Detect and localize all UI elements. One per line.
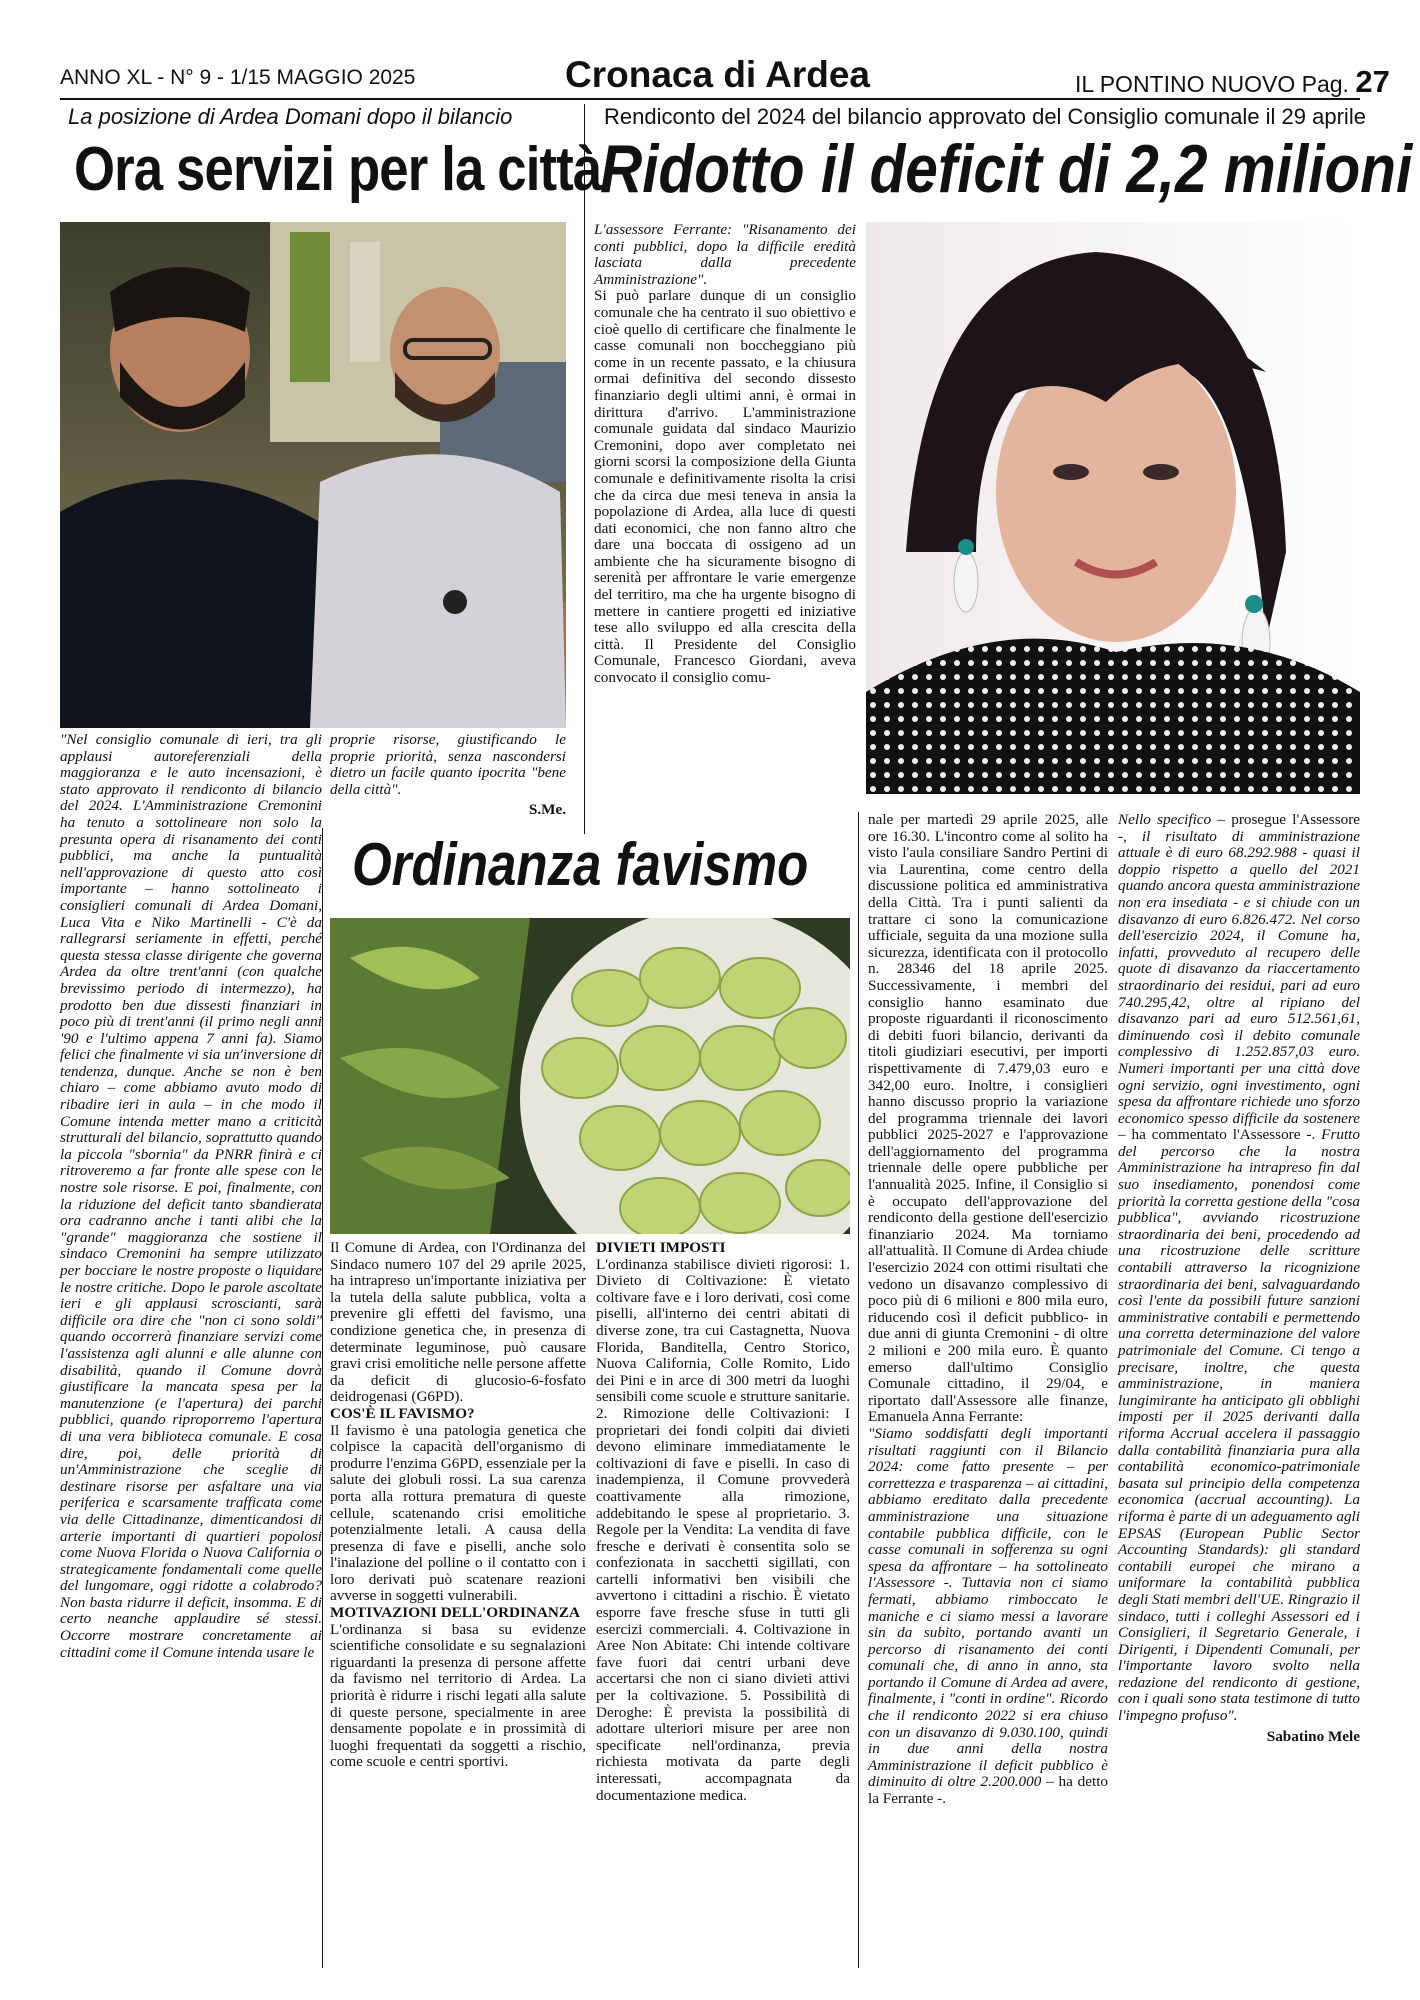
publication-name: IL PONTINO NUOVO Pag. — [1075, 71, 1349, 97]
favismo-col-1 — [330, 1240, 586, 1771]
favismo-headline: Ordinanza favismo — [352, 831, 809, 898]
divider-favismo-right — [858, 812, 859, 1968]
header-rule — [60, 98, 1360, 100]
page-number: 27 — [1355, 64, 1390, 99]
right-col-1-lead: L'assessore Ferrante: "Risanamento dei conti pubblici, dopo la difficile eredità lasciata dalla precedente Amministrazione". — [594, 221, 856, 288]
right-col-3 — [1118, 812, 1360, 1745]
photo-assessore — [866, 222, 1360, 794]
section-title: Cronaca di Ardea — [565, 54, 870, 95]
right-col-3-lead2: – prosegue l'Assessore -, — [1118, 811, 1360, 845]
right-col-2-body: nale per martedì 29 aprile 2025, alle ore 16.30. L'incontro come al solito ha visto l'aula consiliare Sandro Pertini di via Laurentina, come centro della discussione politica ed amministrativa della Città. Tra i punti salienti da trattare ci sono la comunicazione ufficiale, seguita da una mozione sulla sicurezza, identificata con il protocollo n. 28346 del 18 aprile 2025. Successivamente, i membri del consiglio hanno esaminato due proposte riguardanti il riconoscimento di debiti fuori bilancio, derivanti da titoli giudiziari esecutivi, per importi rispettivamente di 7.479,03 euro e 342,00 euro. Inoltre, i consiglieri hanno discusso proprio la variazione del programma triennale dei lavori pubblici 2025-2027 e l'approvazione dell'aggiornamento del programma triennale delle opere pubbliche per l'annualità 2025. Infine, il Consiglio si è occupato dell'approvazione del rendiconto della gestione dell'esercizio finanziario 2024. Ma torniamo all'attualità. Il Comune di Ardea chiude l'esercizio 2024 con ottimi risultati che vedono un disavanzo complessivo di poco più di 6 milioni e 800 mila euro, riducendo così il deficit pubblico- in due anni di giunta Cremonini - di oltre 2 milioni e 200 mila euro. È quanto emerso dall'ultimo Consiglio Comunale cittadino, il 29/04, e riportato dall'Assessore alle finanze, Emanuela Anna Ferrante: — [868, 811, 1108, 1426]
left-col-1 — [60, 732, 322, 1661]
favismo-col-1-p1: Il Comune di Ardea, con l'Ordinanza del Sindaco numero 107 del 29 aprile 2025, ha intrapreso un'importante iniziativa per la tutela della salute pubblica, volta a prevenire gli effetti del favismo, una condizione genetica che, in presenza di determinate leguminose, può causare gravi crisi emolitiche nelle persone affette da deficit di glucosio-6-fosfato deidrogenasi (G6PD). — [330, 1239, 586, 1406]
right-col-2 — [868, 812, 1108, 1808]
left-signature: S.Me. — [528, 801, 566, 819]
right-col-1 — [594, 222, 856, 687]
favismo-col-1-p3: L'ordinanza si basa su evidenze scientifiche consolidate e su segnalazioni riguardanti la presenza di persone affette da favismo nel territorio di Ardea. La priorità è ridurre i rischi legati alla salute di queste persone, specialmente in aree densamente popolate e in prossimità di luoghi frequentati da soggetti a rischio, come scuole e centri sportivi. — [330, 1620, 586, 1771]
left-col-1-text: "Nel consiglio comunale di ieri, tra gli applausi autoreferenziali della maggioranza e le auto incensazioni, è stato approvato il rendiconto di bilancio del 2024. L'Amministrazione Cremonini ha tenuto a sottolineare non solo la presunta opera di risanamento dei conti pubblici, ma anche la puntualità nell'approvazione di questo atto così importante – hanno sottolineato i consiglieri comunali di Ardea Domani, Luca Vita e Niko Martinelli - C'è da rallegrarsi seriamente in effetti, perché questa stessa classe dirigente che governa Ardea da oltre trent'anni (con qualche brevissimo periodo di intermezzo), ha prodotto ben due dissesti finanziari in poco più di trent'anni (il primo negli anni '90 e l'ultimo appena 7 anni fa). Siamo felici che finalmente vi sia un'inversione di tendenza, dunque. Anche se non è ben chiaro – come abbiamo avuto modo di ribadire ieri in aula – in che modo il Comune intenda metter mano a criticità strutturali del bilancio, soprattutto quando la piccola "sbornia" da PNRR finirà e ci ritroveremo a far fronte alle spese con le nostre sole risorse. E poi, finalmente, con la riduzione del deficit tanto sbandierata ora cadranno anche i tanti alibi che la "grande" maggioranza che sostiene il sindaco Cremonini ha sempre utilizzato per bocciare le nostre proposte o liquidare le nostre critiche. Dopo le parole ascoltate ieri e gli applausi scroscianti, sarà difficile ora dire che "non ci sono soldi" quando occorrerà finanziare servizi come l'assistenza agli alunni e alle alunne con disabilità, quando il Comune dovrà giustificare la mancata spesa per la manutenzione (e l'apertura) dei parchi pubblici, quando riproporremo l'apertura di una vera biblioteca comunale. E cosa dire, poi, delle priorità di un'Amministrazione che sceglie di destinare risorse per asfaltare una via periferica e scarsamente trafficata come via delle Cittadinanze, dimenticandosi di arterie importanti di quartieri popolosi come Nuova Florida o Nuova California o strategicamente fondamentali come quelle del lungomare, oggi ridotte a colabrodo? Non basta ridurre il deficit, insomma. E di certo neanche applaudire sé stessi. Occorre mostrare concretamente ai cittadini come il Comune intenda usare le — [60, 731, 322, 1661]
favismo-heading-cos: COS'È IL FAVISMO? — [330, 1404, 475, 1422]
divider-left-favismo — [322, 828, 323, 1968]
photo-fave — [330, 918, 850, 1234]
publication-page — [1075, 64, 1390, 100]
photo-consiglieri — [60, 222, 566, 728]
favismo-col-2 — [596, 1240, 850, 1804]
right-signature: Sabatino Mele — [1266, 1727, 1360, 1745]
left-kicker: La posizione di Ardea Domani dopo il bilancio — [68, 104, 513, 129]
right-col-3-lead: Nello specifico — [1118, 811, 1212, 828]
left-col-2 — [330, 732, 566, 819]
favismo-heading-divieti: DIVIETI IMPOSTI — [596, 1239, 726, 1256]
councillors-photo-image — [60, 222, 566, 728]
right-col-2-quote: "Siamo soddisfatti degli importanti risultati raggiunti con il Bilancio 2024: come fatto presente – per correttezza e trasparenza – ai cittadini, abbiamo ereditato dalla precedente amministrazione una situazione contabile pubblica difficile, con le casse comunali in sofferenza su ogni spesa da affrontare – ha sottolineato l'Assessore -. Tuttavia non ci siamo fermati, abbiamo rimboccato le maniche e ci siamo messi a lavorare sin da subito, portando avanti un percorso di risanamento dei conti comunali che, di anno in anno, sta portando il Comune di Ardea ad avere, finalmente, i "conti in ordine". Ricordo che il rendiconto 2022 si era chiuso con un disavanzo di 9.030.100, quindi in due anni della nostra Amministrazione il deficit pubblico è diminuito di oltre 2.200.000 — [868, 1424, 1108, 1791]
right-col-2-tail: – ha detto la Ferrante -. — [868, 1773, 1109, 1808]
right-col-3-body: il risultato di amministrazione attuale è di euro 68.292.988 - quasi il doppio rispetto a quello del 2021 quando ancora questa amministrazione non era insediata - e si chiude con un disavanzo di euro 6.826.472. Nel corso dell'esercizio 2024, il Comune ha, infatti, provveduto al recupero delle quote di disavanzo da riaccertamento straordinario dei residui, pari ad euro 740.295,42, oltre al ripiano del disavanzo pari ad euro 512.561,61, diminuendo così il debito comunale complessivo di 1.252.857,03 euro. Numeri importanti per una città dove ogni servizio, ogni investimento, ogni spesa da affrontare richiede uno sforzo economico spesso difficile da sostenere — [1118, 827, 1360, 1127]
right-kicker: Rendiconto del 2024 del bilancio approvato del Consiglio comunale il 29 aprile — [604, 104, 1366, 129]
favismo-col-2-p1: L'ordinanza stabilisce divieti rigorosi: 1. Divieto di Coltivazione: È vietato coltivare fave e i loro derivati, così come piselli, all'interno dei centri abitati di diverse zone, tra cui Castagnetta, Nuova Florida, Banditella, Centro Storico, Nuova California, Colle Romito, Lido dei Pini e in arce di 300 metri da luoghi sensibili come scuole e strutture sanitarie. 2. Rimozione delle Coltivazioni: I proprietari dei fondi colpiti dai divieti devono eliminare immediatamente le coltivazioni di fave e piselli. In caso di inadempienza, il Comune provvederà coattivamente alla rimozione, addebitando le spese al proprietario. 3. Regole per la Vendita: La vendita di fave fresche e derivati è consentita solo se confezionata in sacchetti sigillati, con cartelli informativi ben visibili che avvertono i cittadini a rischio. È vietato esporre fave fresche sfuse in tutti gli esercizi commerciali. 4. Coltivazione in Aree Non Abitate: Chi intende coltivare fave fuori dai centri urbani deve accertarsi che non ci siano divieti attivi per la coltivazione. 5. Possibilità di Deroghe: È prevista la possibilità di adottare ulteriori misure per aree non specificate nell'ordinanza, previa richiesta motivata da parte degli interessati, accompagnata da documentazione medica. — [596, 1255, 850, 1804]
fava-beans-photo-image — [330, 918, 850, 1234]
issue-line: ANNO XL - N° 9 - 1/15 MAGGIO 2025 — [60, 66, 416, 89]
divider-left-right — [584, 104, 585, 834]
right-col-1-body: Si può parlare dunque di un consiglio comunale che ha centrato il suo obiettivo e cioè quello di certificare che finalmente le casse comunali non boccheggiano più come in un recente passato, e la chiusura ormai definitiva del secondo dissesto finanziario degli ultimi anni, è ormai in dirittura d'arrivo. L'amministrazione comunale guidata dal sindaco Maurizio Cremonini, dopo aver completato nei giorni scorsi la composizione della Giunta comunale e definitivamente risolta la crisi che da circa due mesi teneva in ansia la popolazione di Ardea, alla luce di questi dati economici, che non fanno altro che dare una boccata di ossigeno ad un ambiente che ha sicuramente bisogno di serenità per affrontare le varie emergenze del territiro, ma che ha urgente bisogno di mettere in cantiere progetti ed iniziative tese allo sviluppo ed alla crescita della città. Il Presidente del Consiglio Comunale, Francesco Giordani, aveva convocato il consiglio comu- — [594, 287, 856, 687]
right-col-3-mid: – ha commentato l'Assessore -. — [1118, 1126, 1322, 1144]
left-headline: Ora servizi per la città — [74, 135, 602, 204]
favismo-heading-motivazioni: MOTIVAZIONI DELL'ORDINANZA — [330, 1604, 580, 1622]
right-headline: Ridotto il deficit di 2,2 milioni — [600, 131, 1413, 207]
assessor-portrait-image — [866, 222, 1360, 794]
favismo-col-1-p2: Il favismo è una patologia genetica che colpisce la capacità dell'organismo di produrre l'enzima G6PD, essenziale per la salute dei globuli rossi. La sua carenza porta alla rottura prematura di queste cellule, scatenando crisi emolitiche potenzialmente letali. A causa della presenza di fave e piselli, anche solo l'inalazione del polline o il contatto con i loro derivati può scatenare reazioni avverse in soggetti vulnerabili. — [330, 1421, 586, 1605]
left-col-2-text: proprie risorse, giustificando le proprie priorità, senza nascondersi dietro un facile quanto ipocrita "bene della città". — [330, 731, 566, 798]
right-col-3-body2: Frutto del percorso che la nostra Amministrazione ha intrapreso fin dal suo insediamento, ponendosi come priorità la corretta gestione della "cosa pubblica", avviando ricostruzione straordinaria dei beni, procedendo ad una ricostruzione delle scritture contabili attraverso la ricognizione straordinaria dei beni, salvaguardando così l'ente da possibili future sanzioni amministrative contabili e permettendo una corretta determinazione del valore patrimoniale del Comune. Ci tengo a precisare, inoltre, che questa amministrazione, in maniera lungimirante ha anticipato gli obblighi imposti per il 2025 derivanti dalla riforma Accrual accelera il passaggio dalla contabilità finanziaria pura alla contabilità economico-patrimoniale basata sul principio della competenza economica (accrual accounting). La riforma è parte di un adeguamento agli EPSAS (European Public Sector Accounting Standards): gli standard contabili europei che mirano a uniformare la contabilità pubblica degli Stati membri dell'UE. Ringrazio il sindaco, tutti i colleghi Assessori ed i Consiglieri, il Segretario Generale, i Dirigenti, i Dipendenti Comunali, per l'importante lavoro svolto nella redazione del rendiconto di gestione, con i quali sono stata testimone di tutto l'impegno profuso". — [1118, 1126, 1361, 1725]
